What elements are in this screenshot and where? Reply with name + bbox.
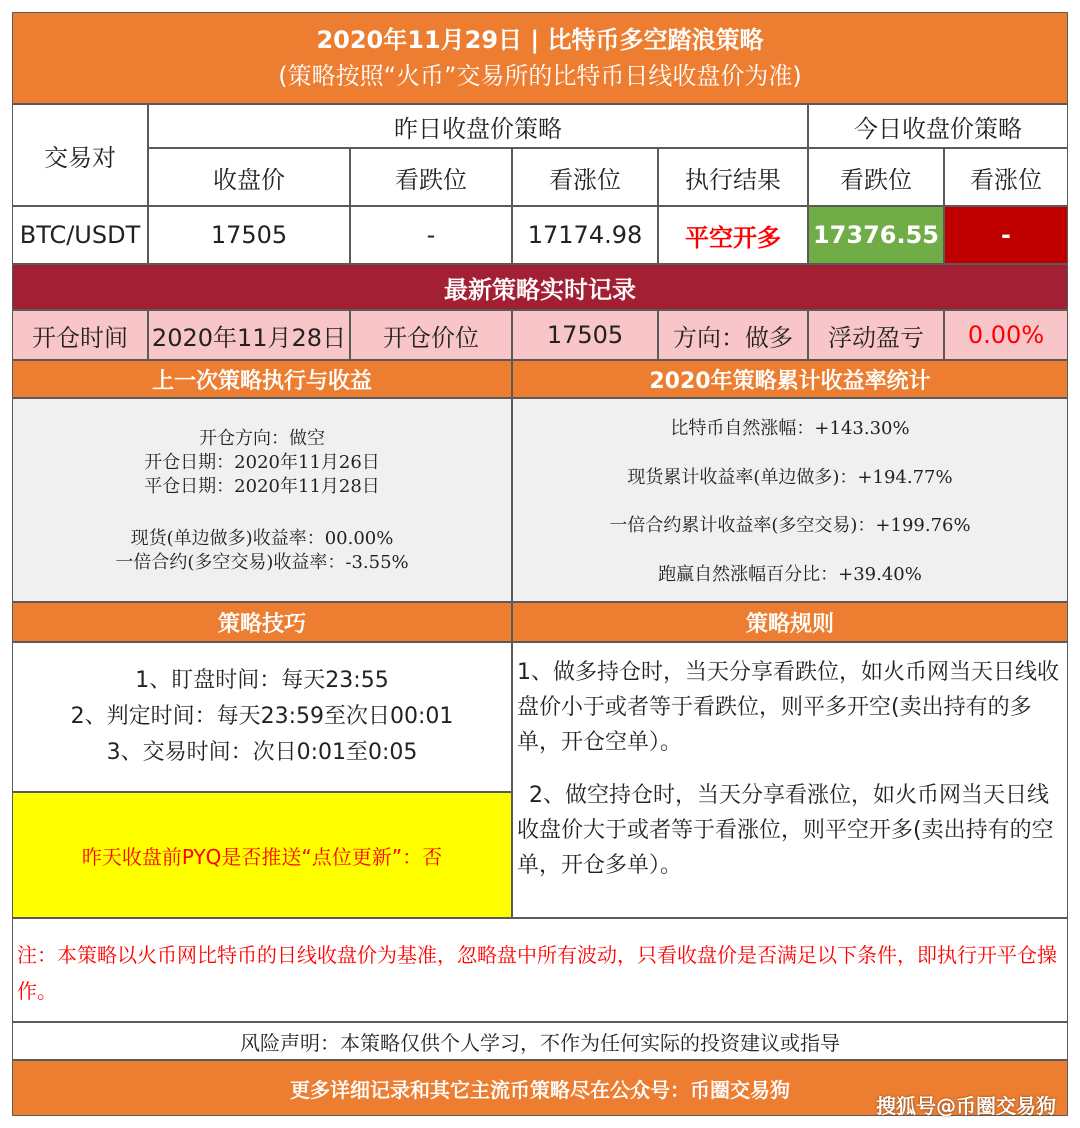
- col-result: 执行结果: [658, 148, 808, 206]
- strategy-sheet: [12, 12, 1068, 1116]
- col-today-down: 看跌位: [808, 148, 944, 206]
- last-exec-close-date: 平仓日期：2020年11月28日: [144, 476, 380, 497]
- tip-judge-time: 2、判定时间：每天23:59至次日00:01: [70, 704, 454, 729]
- cell-today-up: -: [944, 206, 1068, 264]
- col-down: 看跌位: [350, 148, 512, 206]
- rules-header: 策略规则: [512, 602, 1068, 642]
- last-exec-spot-return: 现货(单边做多)收益率：00.00%: [130, 528, 394, 549]
- tip-trade-time: 3、交易时间：次日0:01至0:05: [106, 740, 418, 765]
- open-price-label: 开仓价位: [350, 310, 512, 360]
- stats-btc-gain: 比特币自然涨幅：+143.30%: [670, 418, 910, 440]
- tips-header: 策略技巧: [12, 602, 512, 642]
- risk-statement: 风险声明：本策略仅供个人学习，不作为任何实际的投资建议或指导: [12, 1022, 1068, 1060]
- pnl-label: 浮动盈亏: [808, 310, 944, 360]
- watermark: 搜狐号@币圈交易狗: [876, 1094, 1056, 1118]
- last-exec-body: [12, 398, 512, 602]
- rules-body: [512, 642, 1068, 918]
- col-up: 看涨位: [512, 148, 658, 206]
- cell-pair: BTC/USDT: [12, 206, 148, 264]
- direction: 方向：做多: [658, 310, 808, 360]
- stats-body: [512, 398, 1068, 602]
- today-group-header: 今日收盘价策略: [808, 104, 1068, 148]
- cell-up: 17174.98: [512, 206, 658, 264]
- open-price-value: 17505: [512, 310, 658, 360]
- cell-down: -: [350, 206, 512, 264]
- tip-watch-time: 1、盯盘时间：每天23:55: [135, 668, 389, 693]
- tips-body: [12, 642, 512, 792]
- rule-short: 2、做空持仓时，当天分享看涨位，如火币网当天日线收盘价大于或者等于看涨位，则平空开多(卖出持有的空单，开仓多单）。: [517, 783, 1054, 878]
- pair-header: 交易对: [12, 104, 148, 206]
- open-time-value: 2020年11月28日: [148, 310, 350, 360]
- stats-contract-return: 一倍合约累计收益率(多空交易)：+199.76%: [609, 515, 971, 537]
- pyq-notice: 昨天收盘前PYQ是否推送“点位更新”：否: [12, 792, 512, 918]
- last-exec-contract-return: 一倍合约(多空交易)收益率：-3.55%: [115, 552, 409, 573]
- stats-outperform: 跑赢自然涨幅百分比：+39.40%: [658, 563, 922, 585]
- open-time-label: 开仓时间: [12, 310, 148, 360]
- pnl-value: 0.00%: [944, 310, 1068, 360]
- last-exec-open-date: 开仓日期：2020年11月26日: [144, 452, 380, 473]
- rule-long: 1、做多持仓时，当天分享看跌位，如火币网当天日线收盘价小于或者等于看跌位，则平多开空(卖出持有的多单，开仓空单）。: [517, 660, 1059, 755]
- cell-result: 平空开多: [658, 206, 808, 264]
- stats-spot-return: 现货累计收益率(单边做多)：+194.77%: [627, 466, 953, 488]
- title-line2: (策略按照“火币”交易所的比特币日线收盘价为准): [278, 62, 802, 90]
- cell-close: 17505: [148, 206, 350, 264]
- title-line1: 2020年11月29日 | 比特币多空踏浪策略: [316, 26, 764, 54]
- last-exec-direction: 开仓方向：做空: [199, 428, 325, 449]
- footer-text: 更多详细记录和其它主流币策略尽在公众号：币圈交易狗: [290, 1077, 790, 1102]
- yesterday-group-header: 昨日收盘价策略: [148, 104, 808, 148]
- stats-header: 2020年策略累计收益率统计: [512, 360, 1068, 398]
- title-banner: [12, 12, 1068, 104]
- note: 注：本策略以火币网比特币的日线收盘价为基准，忽略盘中所有波动，只看收盘价是否满足以下条件，即执行开平仓操作。: [12, 918, 1068, 1022]
- col-close: 收盘价: [148, 148, 350, 206]
- cell-today-down: 17376.55: [808, 206, 944, 264]
- last-exec-header: 上一次策略执行与收益: [12, 360, 512, 398]
- latest-header: 最新策略实时记录: [12, 264, 1068, 310]
- col-today-up: 看涨位: [944, 148, 1068, 206]
